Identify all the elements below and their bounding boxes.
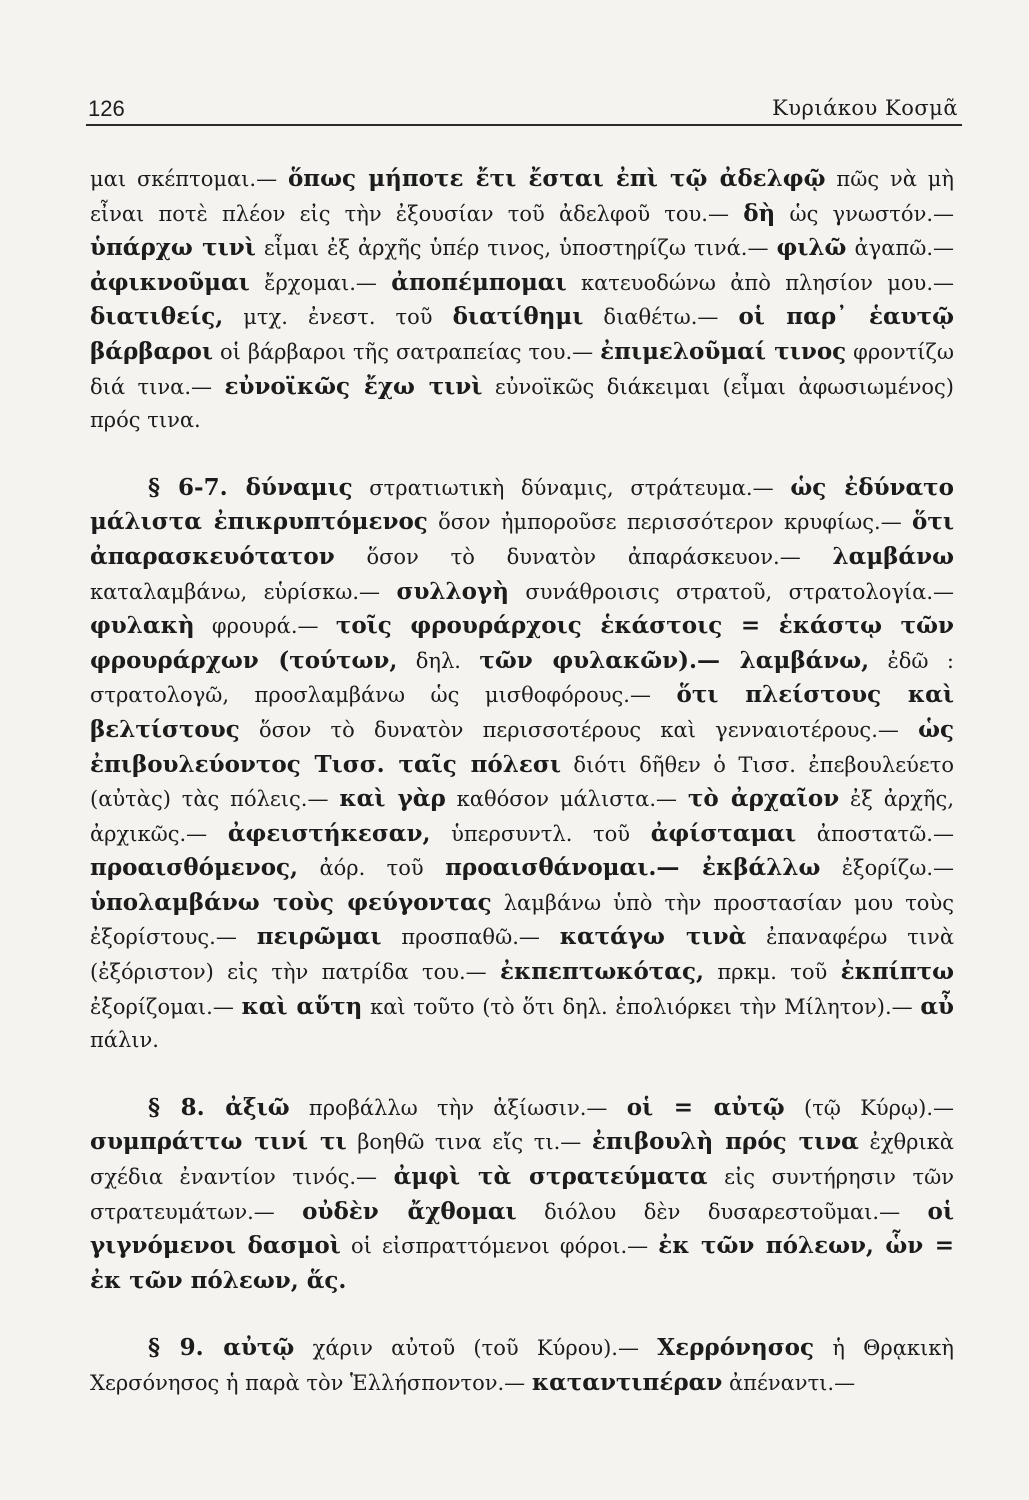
gloss-text: ἐπαναφέρω τινὰ (ἐξόριστον) εἰς τὴν πατρίδα του.— [90,925,955,985]
lemma-term: ἀφικνοῦμαι [90,268,250,296]
gloss-text: φρουρά.— [194,614,336,639]
page-number: 126 [88,96,125,121]
gloss-text: ἐχθρικὰ σχέδια ἐναντίον τινός.— [90,1130,954,1190]
lemma-term: ἐκ τῶν πόλεων, ὧν = ἐκ τῶν πόλεων, ἅς. [90,1232,954,1294]
gloss-text: ἀγαπῶ.— [846,236,954,261]
gloss-text: ἐξ ἀρχῆς, ἀρχικῶς.— [90,787,954,846]
lemma-term: ὡς ἐπιβουλεύοντος Τισσ. ταῖς πόλεσι [90,715,954,778]
lemma-term: διατίθημι [452,303,584,331]
lemma-term: τοῖς φρουράρχοις ἑκάστοις = ἑκάστῳ τῶν φρουράρχων (τούτων, [90,612,954,674]
lemma-term: ἀμφὶ τὰ στρατεύματα [393,1163,708,1191]
lemma-term: Χερρόνησος [657,1334,815,1362]
lemma-term: πειρῶμαι [256,923,382,951]
lemma-term: δὴ [743,199,776,227]
lemma-term: ἐπιμελοῦμαί τινος [600,337,847,365]
lemma-term: ὅτι ἀπαρασκευότατον [90,508,954,570]
gloss-text: ἐξορίζω.— [820,856,954,881]
gloss-text: κατευοδώνω ἀπὸ πλησίον μου.— [566,270,954,295]
gloss-text: οἱ εἰσπραττόμενοι φόροι.— [340,1234,659,1259]
gloss-text: καταλαμβάνω, εὑρίσκω.— [90,579,397,604]
gloss-text: μαι σκέπτομαι.— [90,167,288,191]
gloss-text: ἀποστατῶ.— [796,821,954,846]
lemma-term: ἐκπίπτω [840,958,954,986]
gloss-text: πάλιν. [90,1028,159,1053]
lemma-term: οὐδὲν ἄχθομαι [302,1197,517,1225]
page-header [86,94,962,126]
gloss-text: ὅσον ἠμποροῦσε περισσότερον κρυφίως.— [427,510,913,535]
gloss-text: διότι δῆθεν ὁ Τισσ. ἐπεβουλεύετο (αὐτὰς) τὰς πόλεις.— [90,752,954,812]
gloss-text: φροντίζω διά τινα.— [90,339,954,399]
lemma-term: διατιθείς, [90,303,224,331]
gloss-text: (τῷ Κύρῳ).— [784,1095,955,1120]
lemma-term: ὡς ἐδύνατο μάλιστα ἐπικρυπτόμενος [90,473,955,536]
gloss-text: εἰς συντήρησιν τῶν στρατευμάτων.— [90,1165,954,1224]
lemma-term: εὐνοϊκῶς ἔχω τινὶ [224,372,483,400]
gloss-text: ἡ Θρᾳκικὴ Χερσόνησος ἡ παρὰ τὸν Ἑλλήσποντον.— [90,1336,954,1395]
gloss-text: καὶ τοῦτο (τὸ ὅτι δηλ. ἐπολιόρκει τὴν Μίλητον).— [362,994,921,1019]
lemma-term: ἐπιβουλὴ πρός τινα [591,1128,859,1156]
lemma-term: ὅπως μήποτε ἔτι ἔσται ἐπὶ τῷ ἀδελφῷ [287,165,826,192]
gloss-text: ὡς γνωστόν.— [775,201,955,226]
running-head: Κυριάκου Κοσμᾶ [772,96,958,120]
lemma-term: αὖ [920,992,954,1020]
lemma-term: § 8. ἀξιῶ [148,1093,290,1121]
lemma-term: φιλῶ [776,234,847,262]
lemma-term: § 9. αὐτῷ [148,1334,295,1362]
lemma-term: συλλογὴ [396,577,509,605]
lemma-term: καὶ γὰρ [339,785,446,813]
gloss-text: μτχ. ἐνεστ. τοῦ [223,305,453,330]
lemma-term: ἀποπέμπομαι [391,268,567,296]
gloss-text: διαθέτω.— [583,305,739,330]
lemma-term: ἐκπεπτωκότας, [499,958,704,986]
gloss-text: ἐδῶ : στρατολογῶ, προσλαμβάνω ὡς μισθοφόρους.— [90,648,955,708]
lemma-term: κατάγω τινὰ [559,923,747,951]
gloss-text: ἔρχομαι.— [249,270,392,295]
gloss-text: στρατιωτικὴ δύναμις, στράτευμα.— [352,475,791,500]
lemma-term: προαισθόμενος, [90,854,299,882]
gloss-text: πρκμ. τοῦ [704,960,841,985]
gloss-text: ὅσον τὸ δυνατὸν ἀπαράσκευον.— [334,544,833,569]
gloss-text: βοηθῶ τινα εἴς τι.— [346,1130,592,1155]
lemma-term: συμπράττω τινί τι [90,1128,347,1156]
gloss-text: χάριν αὐτοῦ (τοῦ Κύρου).— [294,1336,658,1361]
gloss-text: ἐξορίζομαι.— [90,994,242,1019]
page-body [90,162,954,1401]
lemma-term: ἀφειστήκεσαν, [227,819,431,847]
gloss-text: οἱ βάρβαροι τῆς σατραπείας του.— [213,339,601,364]
gloss-text: δηλ. [397,648,480,673]
lemma-term: τῶν φυλακῶν).— λαμβάνω, [479,646,870,674]
gloss-text: ὅσον τὸ δυνατὸν περισσοτέρους καὶ γενναιοτέρους.— [239,717,919,742]
gloss-text: πῶς νὰ μὴ εἶναι ποτὲ πλέον εἰς τὴν ἐξουσίαν τοῦ ἀδελφοῦ του.— [90,167,955,226]
lemma-term: φυλακὴ [90,612,195,640]
lemma-term: ἀφίσταμαι [650,819,797,847]
gloss-text: προβάλλω τὴν ἀξίωσιν.— [289,1095,627,1120]
gloss-text: λαμβάνω ὑπὸ τὴν προστασίαν μου τοὺς ἐξορίστους.— [90,890,954,950]
lemma-term: λαμβάνω [832,542,954,570]
gloss-text: συνάθροισις στρατοῦ, στρατολογία.— [508,579,954,604]
lemma-term: οἱ παρ᾽ ἑαυτῷ βάρβαροι [90,303,954,365]
gloss-text: διόλου δὲν δυσαρεστοῦμαι.— [516,1199,928,1224]
lemma-term: καὶ αὕτη [241,992,363,1020]
lemma-term: ὑπάρχω τινὶ [90,234,256,262]
lemma-term: ὅτι πλείστους καὶ βελτίστους [90,681,954,743]
gloss-text: εὐνοϊκῶς διάκειμαι (εἶμαι ἀφωσιωμένος) πρός τινα. [90,374,955,433]
gloss-text: καθόσον μάλιστα.— [445,787,688,812]
gloss-text: εἶμαι ἐξ ἀρχῆς ὑπέρ τινος, ὑποστηρίζω τινά.— [255,236,777,261]
gloss-text: ἀπέναντι.— [722,1371,856,1395]
lemma-term: § 6-7. δύναμις [148,473,353,501]
paragraph-section-8 [90,1091,954,1299]
paragraph-section-9 [90,1331,954,1400]
lemma-term: ὑπολαμβάνω τοὺς φεύγοντας [90,888,492,916]
gloss-text: ἀόρ. τοῦ [298,856,446,881]
gloss-text: ὑπερσυντλ. τοῦ [430,821,651,846]
lemma-term: προαισθάνομαι.— ἐκβάλλω [445,854,821,882]
lemma-term: οἱ = αὐτῷ [626,1093,785,1121]
paragraph-continuation [90,162,954,438]
lemma-term: οἱ γιγνόμενοι δασμοὶ [90,1197,954,1260]
paragraph-section-6-7 [90,471,954,1058]
lemma-term: τὸ ἀρχαῖον [687,785,840,813]
gloss-text: προσπαθῶ.— [381,925,560,950]
lemma-term: καταντιπέραν [531,1369,723,1396]
